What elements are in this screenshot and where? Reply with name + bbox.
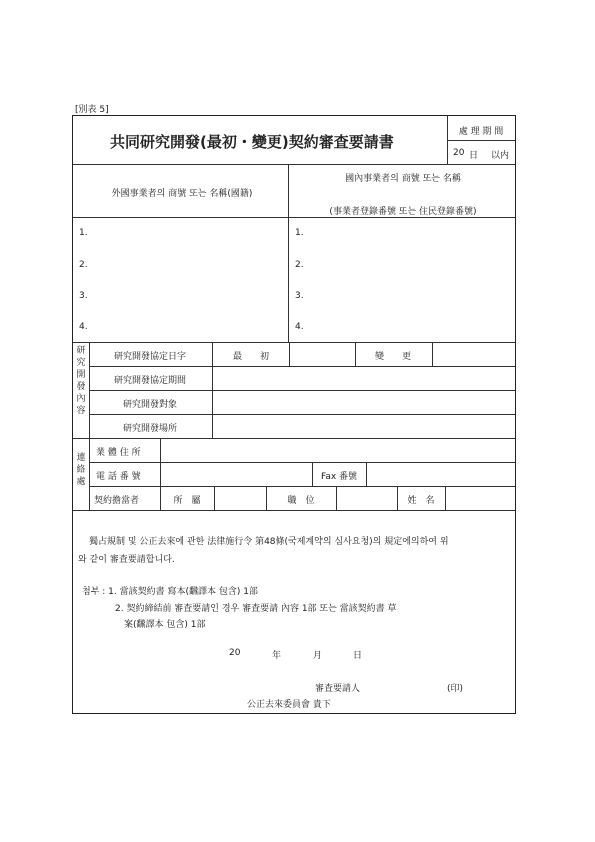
research-subject-label: 研究開發對象: [122, 400, 178, 410]
change-date-field[interactable]: [433, 343, 515, 365]
name-label: 姓 名: [407, 496, 435, 506]
name-field[interactable]: [446, 487, 515, 509]
processing-period-suffix: 以内: [491, 151, 510, 161]
request-statement-line1: 獨占規制 및 公正去來에 관한 法律施行令 第48條(국제계약의 심사요청)의 規定에의하여 위: [89, 537, 449, 547]
phone-field[interactable]: [161, 463, 311, 485]
position-label: 職 位: [287, 496, 315, 506]
date-month-label: 月: [313, 651, 323, 661]
contact-section-label: [74, 452, 88, 488]
label-char: 容: [76, 406, 86, 416]
divider: [73, 164, 515, 165]
first-date-field[interactable]: [290, 343, 354, 365]
company-address-field[interactable]: [161, 439, 515, 461]
label-char: 內: [76, 394, 86, 404]
research-place-label: 研究開發場所: [122, 424, 178, 434]
month-field[interactable]: [284, 645, 310, 659]
domestic-party-subheader: (事業者登錄番號 또는 住民登錄番號): [329, 207, 477, 217]
label-char: 究: [76, 358, 86, 368]
day-field[interactable]: [325, 645, 351, 659]
domestic-party-header: 國內事業者의 商號 또는 名稱: [345, 174, 461, 184]
requester-field[interactable]: [370, 678, 444, 692]
divider: [447, 140, 515, 141]
foreign-item-1: 1.: [79, 228, 88, 238]
position-field[interactable]: [337, 487, 396, 509]
label-char: 發: [76, 382, 86, 392]
seal-mark: (印): [447, 684, 464, 694]
requester-label: 審査要請人: [315, 684, 361, 694]
label-char: 絡: [76, 465, 86, 475]
date-century: 20: [229, 648, 241, 658]
divider: [397, 486, 398, 510]
domestic-item-4: 4.: [295, 322, 304, 332]
processing-period-number: 20: [453, 148, 465, 158]
foreign-item-3: 3.: [79, 291, 88, 301]
processing-period-label: 處 理 期 間: [458, 127, 504, 137]
year-field[interactable]: [243, 645, 269, 659]
domestic-item-1: 1.: [295, 228, 304, 238]
foreign-item-4: 4.: [79, 322, 88, 332]
label-char: 開: [76, 370, 86, 380]
divider: [89, 342, 90, 510]
processing-period-unit: 日: [469, 151, 479, 161]
department-field[interactable]: [215, 487, 265, 509]
fax-field[interactable]: [367, 463, 515, 485]
research-section-label: [74, 345, 88, 417]
label-char: 處: [76, 477, 86, 487]
date-year-label: 年: [272, 651, 282, 661]
company-address-label: 業 體 住 所: [96, 448, 141, 458]
divider: [73, 510, 515, 511]
foreign-party-header: 外國事業者의 商號 또는 名稱(國籍): [111, 189, 253, 199]
agreement-period-label: 研究開發協定期間: [113, 376, 187, 386]
label-char: 連: [76, 453, 86, 463]
first-date-label: 最 初: [232, 352, 270, 362]
domestic-item-3: 3.: [295, 291, 304, 301]
addressee: 公正去來委員會 貴下: [247, 700, 331, 710]
attachment-1: 첨부 : 1. 當該契約書 寫本(飜譯本 包含) 1部: [82, 587, 258, 597]
divider: [266, 486, 267, 510]
divider: [355, 342, 356, 366]
contract-manager-label: 契約擔當者: [94, 496, 140, 506]
phone-label: 電 話 番 號: [96, 472, 141, 482]
divider: [312, 462, 313, 486]
research-place-field[interactable]: [213, 415, 515, 437]
attachment-2-line2: 案(飜譯本 包含) 1部: [124, 620, 206, 630]
label-char: 研: [76, 346, 86, 356]
foreign-party-field[interactable]: [73, 218, 288, 342]
domestic-party-field[interactable]: [289, 218, 515, 342]
research-subject-field[interactable]: [213, 391, 515, 413]
form-title: 共同研究開發(最初・變更)契約審査要請書: [110, 133, 394, 151]
department-label: 所 屬: [173, 496, 201, 506]
date-day-label: 日: [353, 651, 363, 661]
change-date-label: 變 更: [374, 352, 412, 362]
foreign-item-2: 2.: [79, 260, 88, 270]
attachment-2-line1: 2. 契約締結前 審査要請인 경우 審査要請 內容 1部 또는 當該契約書 草: [115, 604, 397, 614]
form-tag: [別表 5]: [75, 105, 109, 115]
agreement-period-field[interactable]: [213, 367, 515, 389]
fax-label: Fax 番號: [320, 472, 358, 482]
domestic-item-2: 2.: [295, 260, 304, 270]
agreement-date-label: 研究開發協定日字: [113, 352, 187, 362]
request-statement-line2: 와 같이 審査要請합니다.: [78, 555, 175, 565]
